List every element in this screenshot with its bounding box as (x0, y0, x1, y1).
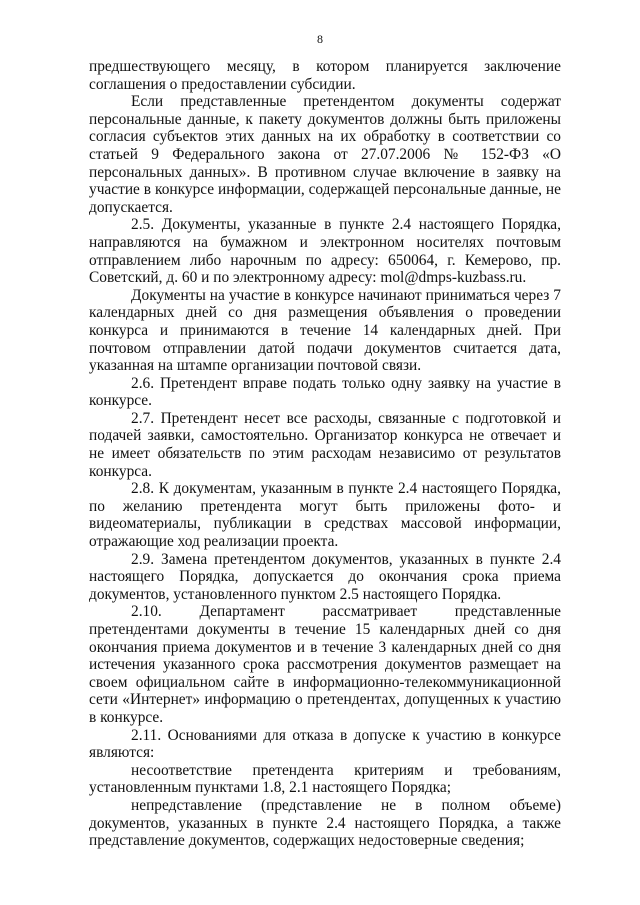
paragraph-2-8: 2.8. К документам, указанным в пункте 2.4 настоящего Порядка, по желанию претендента могут быть приложены фото- и видеоматериалы, публикации в средствах массовой информации, отражающие ход реализации проекта. (89, 480, 561, 551)
paragraph-2-7: 2.7. Претендент несет все расходы, связанные с подготовкой и подачей заявки, самостоятельно. Организатор конкурса не отвечает и не имеет обязательств по этим расходам независимо от результатов конкурса. (89, 409, 561, 480)
document-body (89, 58, 561, 850)
paragraph-continuation: предшествующего месяцу, в котором планируется заключение соглашения о предоставлении субсидии. (89, 58, 561, 93)
paragraph-personal-data: Если представленные претендентом документы содержат персональные данные, к пакету документов должны быть приложены согласия субъектов этих данных на их обработку в соответствии со статьей 9 Федерального закона от 27.07.2006 № 152-ФЗ «О персональных данных». В противном случае включение в заявку на участие в конкурсе информации, содержащей персональные данные, не допускается. (89, 93, 561, 216)
paragraph-refusal-reason-2: непредставление (представление не в полном объеме) документов, указанных в пункте 2.4 настоящего Порядка, а также представление документов, содержащих недостоверные сведения; (89, 796, 561, 850)
paragraph-2-5: 2.5. Документы, указанные в пункте 2.4 настоящего Порядка, направляются на бумажном и электронном носителях почтовым отправлением либо нарочным по адресу: 650064, г. Кемерово, пр. Советский, д. 60 и по электронному адресу: mol@dmps-kuzbass.ru. (89, 216, 561, 287)
paragraph-acceptance-terms: Документы на участие в конкурсе начинают приниматься через 7 календарных дней со дня размещения объявления о проведении конкурса и принимаются в течение 14 календарных дней. При почтовом отправлении датой подачи документов считается дата, указанная на штампе организации почтовой связи. (89, 286, 561, 375)
page-number: 8 (317, 32, 323, 46)
paragraph-2-10: 2.10. Департамент рассматривает представленные претендентами документы в течение 15 календарных дней со дня окончания приема документов и в течение 3 календарных дней со дня истечения указанного срока рассмотрения документов размещает на своем официальном сайте в информационно-телекоммуникационной сети «Интернет» информацию о претендентах, допущенных к участию в конкурсе. (89, 603, 561, 726)
paragraph-2-6: 2.6. Претендент вправе подать только одну заявку на участие в конкурсе. (89, 374, 561, 410)
paragraph-refusal-reason-1: несоответствие претендента критериям и требованиям, установленным пунктами 1.8, 2.1 настоящего Порядка; (89, 761, 561, 797)
paragraph-2-11: 2.11. Основаниями для отказа в допуске к участию в конкурсе являются: (89, 726, 561, 762)
paragraph-2-9: 2.9. Замена претендентом документов, указанных в пункте 2.4 настоящего Порядка, допускается до окончания срока приема документов, установленного пунктом 2.5 настоящего Порядка. (89, 550, 561, 603)
